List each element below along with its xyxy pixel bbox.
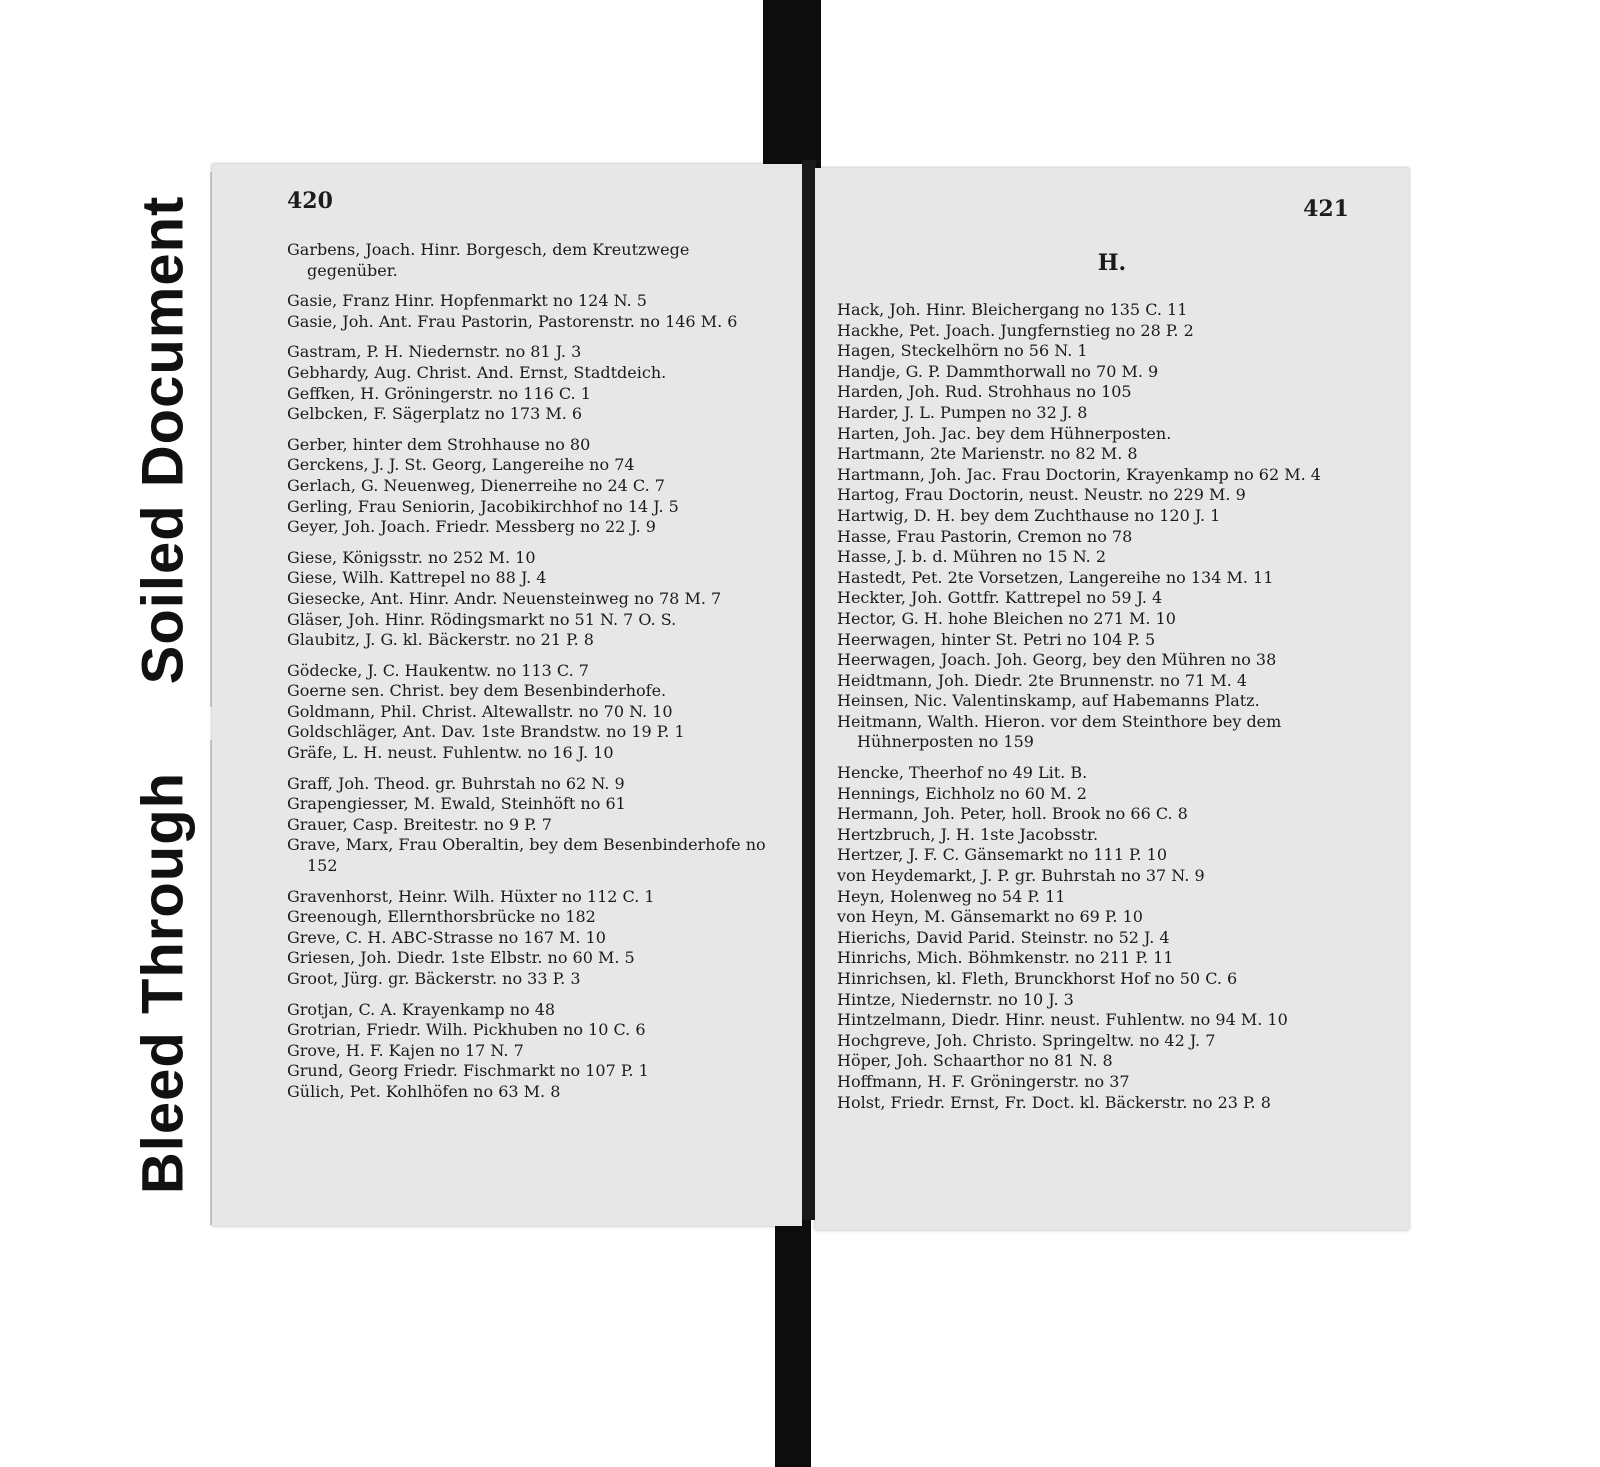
directory-entry: Heerwagen, Joach. Joh. Georg, bey den Mühren no 38 xyxy=(837,650,1277,670)
directory-entry: Hastedt, Pet. 2te Vorsetzen, Langereihe no 134 M. 11 xyxy=(837,567,1274,587)
directory-entries-left xyxy=(287,240,782,1103)
directory-entry: Hartmann, 2te Marienstr. no 82 M. 8 xyxy=(837,444,1138,464)
directory-entry: Hierichs, David Parid. Steinstr. no 52 J. 4 xyxy=(837,927,1170,947)
directory-entry: Harder, J. L. Pumpen no 32 J. 8 xyxy=(837,402,1088,422)
directory-entry: Greenough, Ellernthorsbrücke no 182 xyxy=(287,907,596,927)
directory-entry: Hackhe, Pet. Joach. Jungfernstieg no 28 P. 2 xyxy=(837,320,1194,340)
right-page xyxy=(815,168,1409,1230)
directory-entry: Giese, Königsstr. no 252 M. 10 xyxy=(287,547,536,567)
directory-entry: Hartmann, Joh. Jac. Frau Doctorin, Krayenkamp no 62 M. 4 xyxy=(837,464,1321,484)
directory-entry: Heckter, Joh. Gottfr. Kattrepel no 59 J. 4 xyxy=(837,588,1163,608)
directory-entry: Hagen, Steckelhörn no 56 N. 1 xyxy=(837,341,1088,361)
directory-entry: Hertzbruch, J. H. 1ste Jacobsstr. xyxy=(837,824,1099,844)
directory-entry: Heidtmann, Joh. Diedr. 2te Brunnenstr. no 71 M. 4 xyxy=(837,670,1248,690)
directory-entry: Hintzelmann, Diedr. Hinr. neust. Fuhlentw. no 94 M. 10 xyxy=(837,1010,1288,1030)
directory-entry: Grund, Georg Friedr. Fischmarkt no 107 P. 1 xyxy=(287,1061,649,1081)
directory-entry: Hartog, Frau Doctorin, neust. Neustr. no 229 M. 9 xyxy=(837,485,1246,505)
directory-entry: Harten, Joh. Jac. bey dem Hühnerposten. xyxy=(837,423,1172,443)
directory-entry: Glaubitz, J. G. kl. Bäckerstr. no 21 P. 8 xyxy=(287,630,594,650)
directory-entry: Gräfe, L. H. neust. Fuhlentw. no 16 J. 10 xyxy=(287,743,614,763)
directory-entry: Hinrichsen, kl. Fleth, Brunckhorst Hof no 50 C. 6 xyxy=(837,969,1238,988)
directory-entry: Hack, Joh. Hinr. Bleichergang no 135 C. 11 xyxy=(837,300,1188,319)
directory-entry: Hermann, Joh. Peter, holl. Brook no 66 C. 8 xyxy=(837,804,1188,824)
page-number-left: 420 xyxy=(287,188,333,214)
directory-entry: Hector, G. H. hohe Bleichen no 271 M. 10 xyxy=(837,608,1176,628)
directory-entry: Hinrichs, Mich. Böhmkenstr. no 211 P. 11 xyxy=(837,948,1174,968)
directory-entry: Hasse, Frau Pastorin, Cremon no 78 xyxy=(837,526,1133,546)
directory-entry: Hennings, Eichholz no 60 M. 2 xyxy=(837,783,1087,803)
directory-entry: Gläser, Joh. Hinr. Rödingsmarkt no 51 N. 7 O. S. xyxy=(287,609,677,629)
bleed-through-text: Bleed Through xyxy=(130,771,196,1194)
directory-entry: Giese, Wilh. Kattrepel no 88 J. 4 xyxy=(287,568,547,588)
directory-entry: Grotrian, Friedr. Wilh. Pickhuben no 10 C. 6 xyxy=(287,1020,646,1040)
page-number-right: 421 xyxy=(1303,196,1349,222)
directory-entry: Hertzer, J. F. C. Gänsemarkt no 111 P. 10 xyxy=(837,845,1168,865)
directory-entry: Goldschläger, Ant. Dav. 1ste Brandstw. no 19 P. 1 xyxy=(287,722,685,742)
directory-entry: Geffken, H. Gröningerstr. no 116 C. 1 xyxy=(287,383,591,403)
directory-entry: Gerlach, G. Neuenweg, Dienerreihe no 24 C. 7 xyxy=(287,475,665,495)
directory-entry: Heerwagen, hinter St. Petri no 104 P. 5 xyxy=(837,629,1156,649)
directory-entry: von Heydemarkt, J. P. gr. Buhrstah no 37 N. 9 xyxy=(837,866,1205,886)
directory-entry: Grove, H. F. Kajen no 17 N. 7 xyxy=(287,1040,524,1060)
directory-entry: Hencke, Theerhof no 49 Lit. B. xyxy=(837,763,1088,783)
directory-entry: Hochgreve, Joh. Christo. Springeltw. no 42 J. 7 xyxy=(837,1030,1216,1050)
directory-entry: Handje, G. P. Dammthorwall no 70 M. 9 xyxy=(837,361,1159,381)
directory-entry: Grauer, Casp. Breitestr. no 9 P. 7 xyxy=(287,814,552,834)
directory-entry: Grotjan, C. A. Krayenkamp no 48 xyxy=(287,999,556,1019)
directory-entry: Holst, Friedr. Ernst, Fr. Doct. kl. Bäckerstr. no 23 P. 8 xyxy=(837,1092,1271,1112)
directory-entry: Gülich, Pet. Kohlhöfen no 63 M. 8 xyxy=(287,1081,561,1101)
directory-entry: Goerne sen. Christ. bey dem Besenbinderhofe. xyxy=(287,681,667,701)
directory-entry: Heyn, Holenweg no 54 P. 11 xyxy=(837,886,1066,906)
directory-entry: Grapengiesser, M. Ewald, Steinhöft no 61 xyxy=(287,794,626,814)
directory-entry: Giesecke, Ant. Hinr. Andr. Neuensteinweg no 78 M. 7 xyxy=(287,588,722,608)
directory-entry: Hintze, Niedernstr. no 10 J. 3 xyxy=(837,989,1074,1009)
directory-entry: Gödecke, J. C. Haukentw. no 113 C. 7 xyxy=(287,660,589,680)
directory-entry: Geyer, Joh. Joach. Friedr. Messberg no 22 J. 9 xyxy=(287,517,656,537)
left-page xyxy=(212,164,802,1226)
section-letter-heading: H. xyxy=(1097,250,1127,276)
directory-entry: Hoffmann, H. F. Gröningerstr. no 37 xyxy=(837,1071,1130,1091)
directory-entry: Höper, Joh. Schaarthor no 81 N. 8 xyxy=(837,1051,1113,1071)
book-gutter xyxy=(802,160,816,1220)
soiled-document-label xyxy=(116,172,212,707)
directory-entry: Graff, Joh. Theod. gr. Buhrstah no 62 N. 9 xyxy=(287,773,625,793)
directory-entry: Heitmann, Walth. Hieron. vor dem Steinthore bey dem Hühnerposten no 159 xyxy=(837,711,1282,752)
binding-strip-top xyxy=(763,0,821,168)
directory-entry: Goldmann, Phil. Christ. Altewallstr. no 70 N. 10 xyxy=(287,701,673,721)
directory-entry: Heinsen, Nic. Valentinskamp, auf Habemanns Platz. xyxy=(837,691,1260,711)
directory-entry: Garbens, Joach. Hinr. Borgesch, dem Kreutzwege gegenüber. xyxy=(287,240,690,280)
bleed-through-label xyxy=(116,740,212,1225)
directory-entries-right xyxy=(837,300,1377,1113)
directory-entry: Hartwig, D. H. bey dem Zuchthause no 120 J. 1 xyxy=(837,505,1221,525)
directory-entry: Greve, C. H. ABC-Strasse no 167 M. 10 xyxy=(287,927,606,947)
directory-entry: Gebhardy, Aug. Christ. And. Ernst, Stadtdeich. xyxy=(287,362,667,382)
directory-entry: Hasse, J. b. d. Mühren no 15 N. 2 xyxy=(837,547,1107,567)
directory-entry: Gasie, Franz Hinr. Hopfenmarkt no 124 N. 5 xyxy=(287,291,647,311)
directory-entry: Gasie, Joh. Ant. Frau Pastorin, Pastorenstr. no 146 M. 6 xyxy=(287,311,738,331)
directory-entry: Groot, Jürg. gr. Bäckerstr. no 33 P. 3 xyxy=(287,969,581,988)
directory-entry: Gerckens, J. J. St. Georg, Langereihe no 74 xyxy=(287,455,635,475)
directory-entry: Gerling, Frau Seniorin, Jacobikirchhof no 14 J. 5 xyxy=(287,496,679,516)
directory-entry: Griesen, Joh. Diedr. 1ste Elbstr. no 60 M. 5 xyxy=(287,948,635,968)
directory-entry: von Heyn, M. Gänsemarkt no 69 P. 10 xyxy=(837,907,1143,927)
directory-entry: Gerber, hinter dem Strohhause no 80 xyxy=(287,434,591,454)
directory-entry: Grave, Marx, Frau Oberaltin, bey dem Besenbinderhofe no 152 xyxy=(287,835,766,876)
directory-entry: Gelbcken, F. Sägerplatz no 173 M. 6 xyxy=(287,404,583,424)
soiled-document-text: Soiled Document xyxy=(130,195,196,684)
directory-entry: Harden, Joh. Rud. Strohhaus no 105 xyxy=(837,382,1132,402)
binding-strip-bottom xyxy=(775,1214,811,1467)
directory-entry: Gastram, P. H. Niedernstr. no 81 J. 3 xyxy=(287,342,582,362)
directory-entry: Gravenhorst, Heinr. Wilh. Hüxter no 112 C. 1 xyxy=(287,886,655,906)
